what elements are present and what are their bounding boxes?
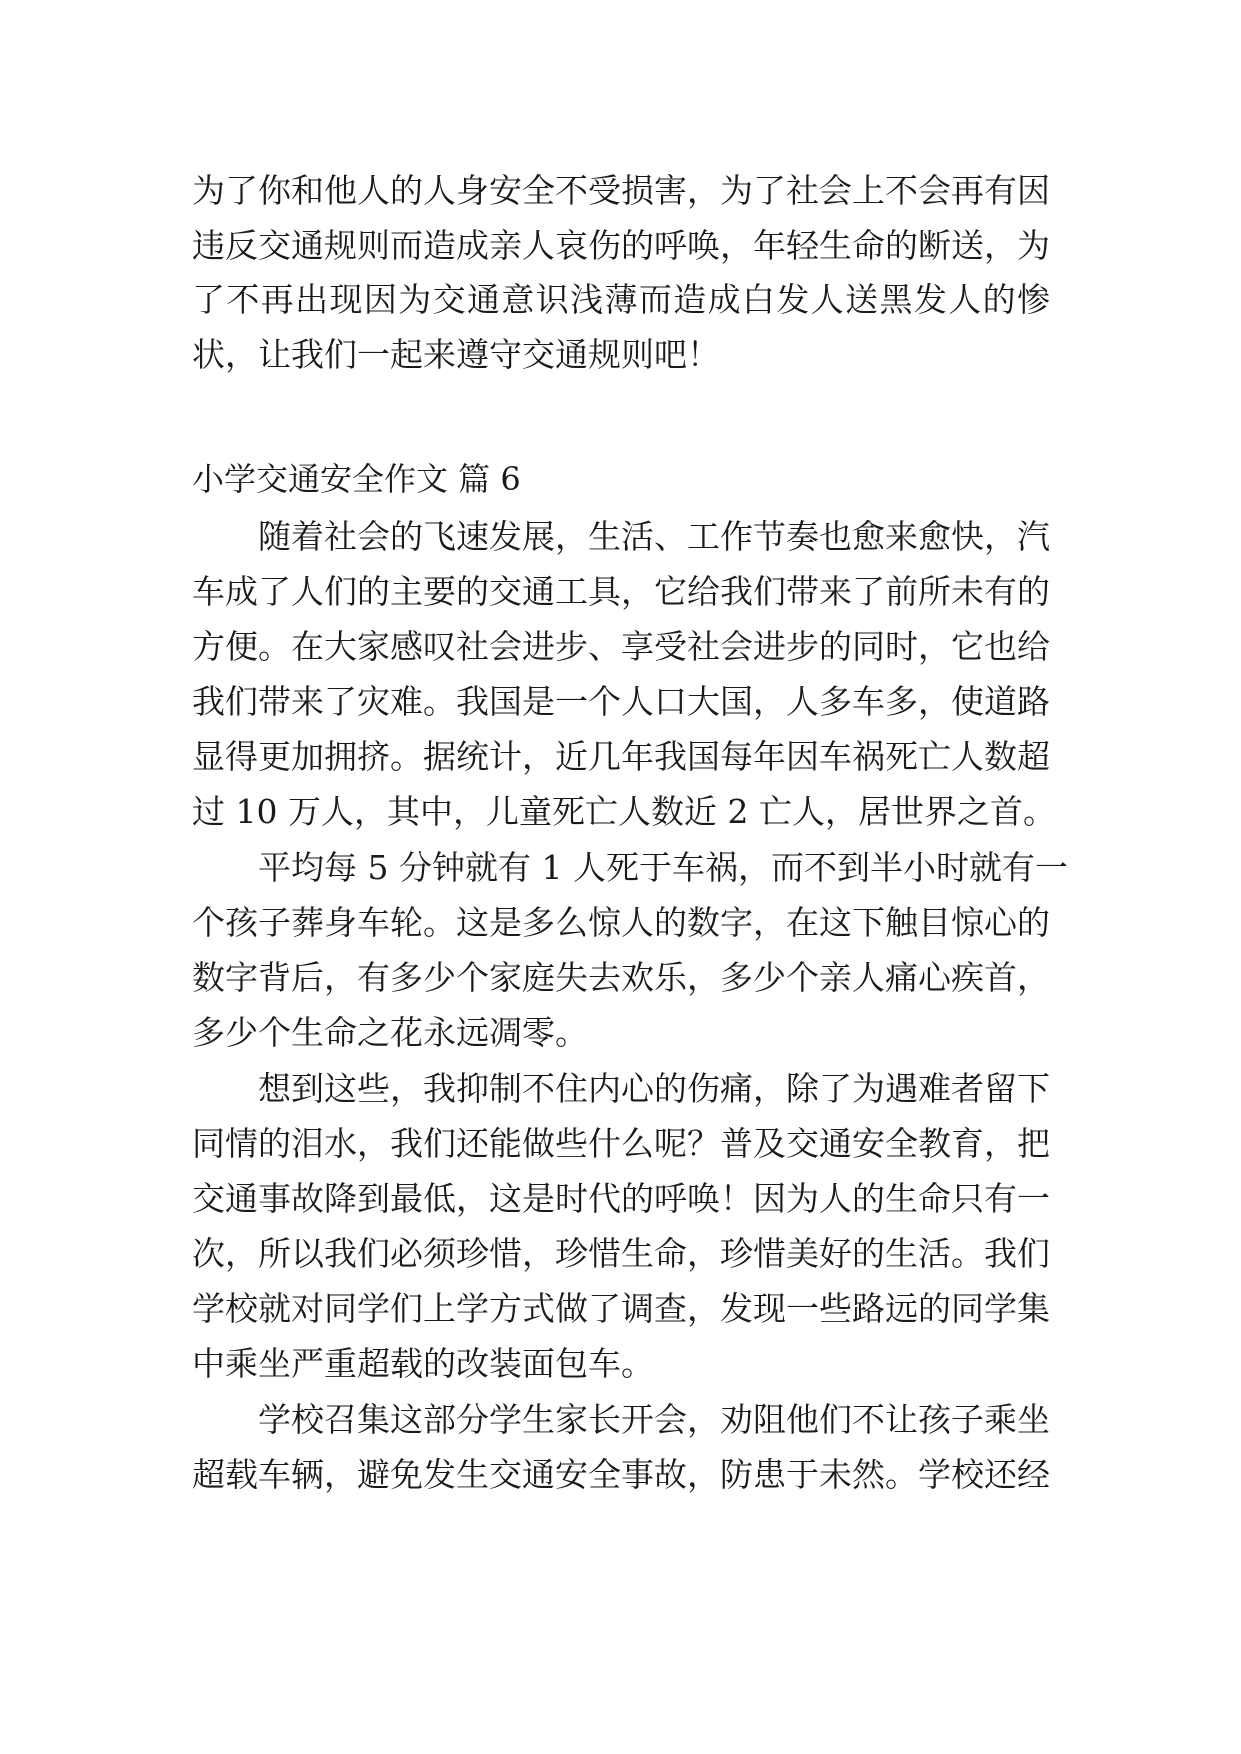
text-line: 我们带来了灾难。我国是一个人口大国，人多车多，使道路 [192, 682, 1050, 721]
text-line: 随着社会的飞速发展，生活、工作节奏也愈来愈快，汽 [258, 517, 1050, 556]
text-line: 过 10 万人，其中，儿童死亡人数近 2 亡人，居世界之首。 [192, 792, 1056, 831]
text-line: 交通事故降到最低，这是时代的呼唤！因为人的生命只有一 [192, 1179, 1050, 1218]
text-line: 平均每 5 分钟就有 1 人死于车祸，而不到半小时就有一 [258, 848, 1068, 887]
text-line: 状，让我们一起来遵守交通规则吧！ [192, 335, 720, 374]
text-line: 学校就对同学们上学方式做了调查，发现一些路远的同学集 [192, 1289, 1050, 1328]
text-line: 显得更加拥挤。据统计，近几年我国每年因车祸死亡人数超 [192, 737, 1050, 776]
text-line: 想到这些，我抑制不住内心的伤痛，除了为遇难者留下 [258, 1069, 1050, 1108]
text-line: 学校召集这部分学生家长开会，劝阻他们不让孩子乘坐 [258, 1400, 1050, 1439]
text-line: 为了你和他人的人身安全不受损害，为了社会上不会再有因 [192, 171, 1050, 210]
text-line: 多少个生命之花永远凋零。 [192, 1013, 588, 1052]
text-line: 方便。在大家感叹社会进步、享受社会进步的同时，它也给 [192, 627, 1050, 666]
text-line: 中乘坐严重超载的改装面包车。 [192, 1344, 654, 1383]
text-line: 数字背后，有多少个家庭失去欢乐，多少个亲人痛心疾首， [192, 958, 1050, 997]
section-heading: 小学交通安全作文 篇 6 [192, 460, 521, 498]
text-line: 同情的泪水，我们还能做些什么呢？普及交通安全教育，把 [192, 1124, 1050, 1163]
text-line: 个孩子葬身车轮。这是多么惊人的数字，在这下触目惊心的 [192, 903, 1050, 942]
text-line: 超载车辆，避免发生交通安全事故，防患于未然。学校还经 [192, 1455, 1050, 1494]
text-line: 车成了人们的主要的交通工具，它给我们带来了前所未有的 [192, 572, 1050, 611]
text-line: 次，所以我们必须珍惜，珍惜生命，珍惜美好的生活。我们 [192, 1234, 1050, 1273]
text-line: 了不再出现因为交通意识浅薄而造成白发人送黑发人的惨 [192, 280, 1050, 319]
text-line: 违反交通规则而造成亲人哀伤的呼唤，年轻生命的断送，为 [192, 226, 1050, 265]
